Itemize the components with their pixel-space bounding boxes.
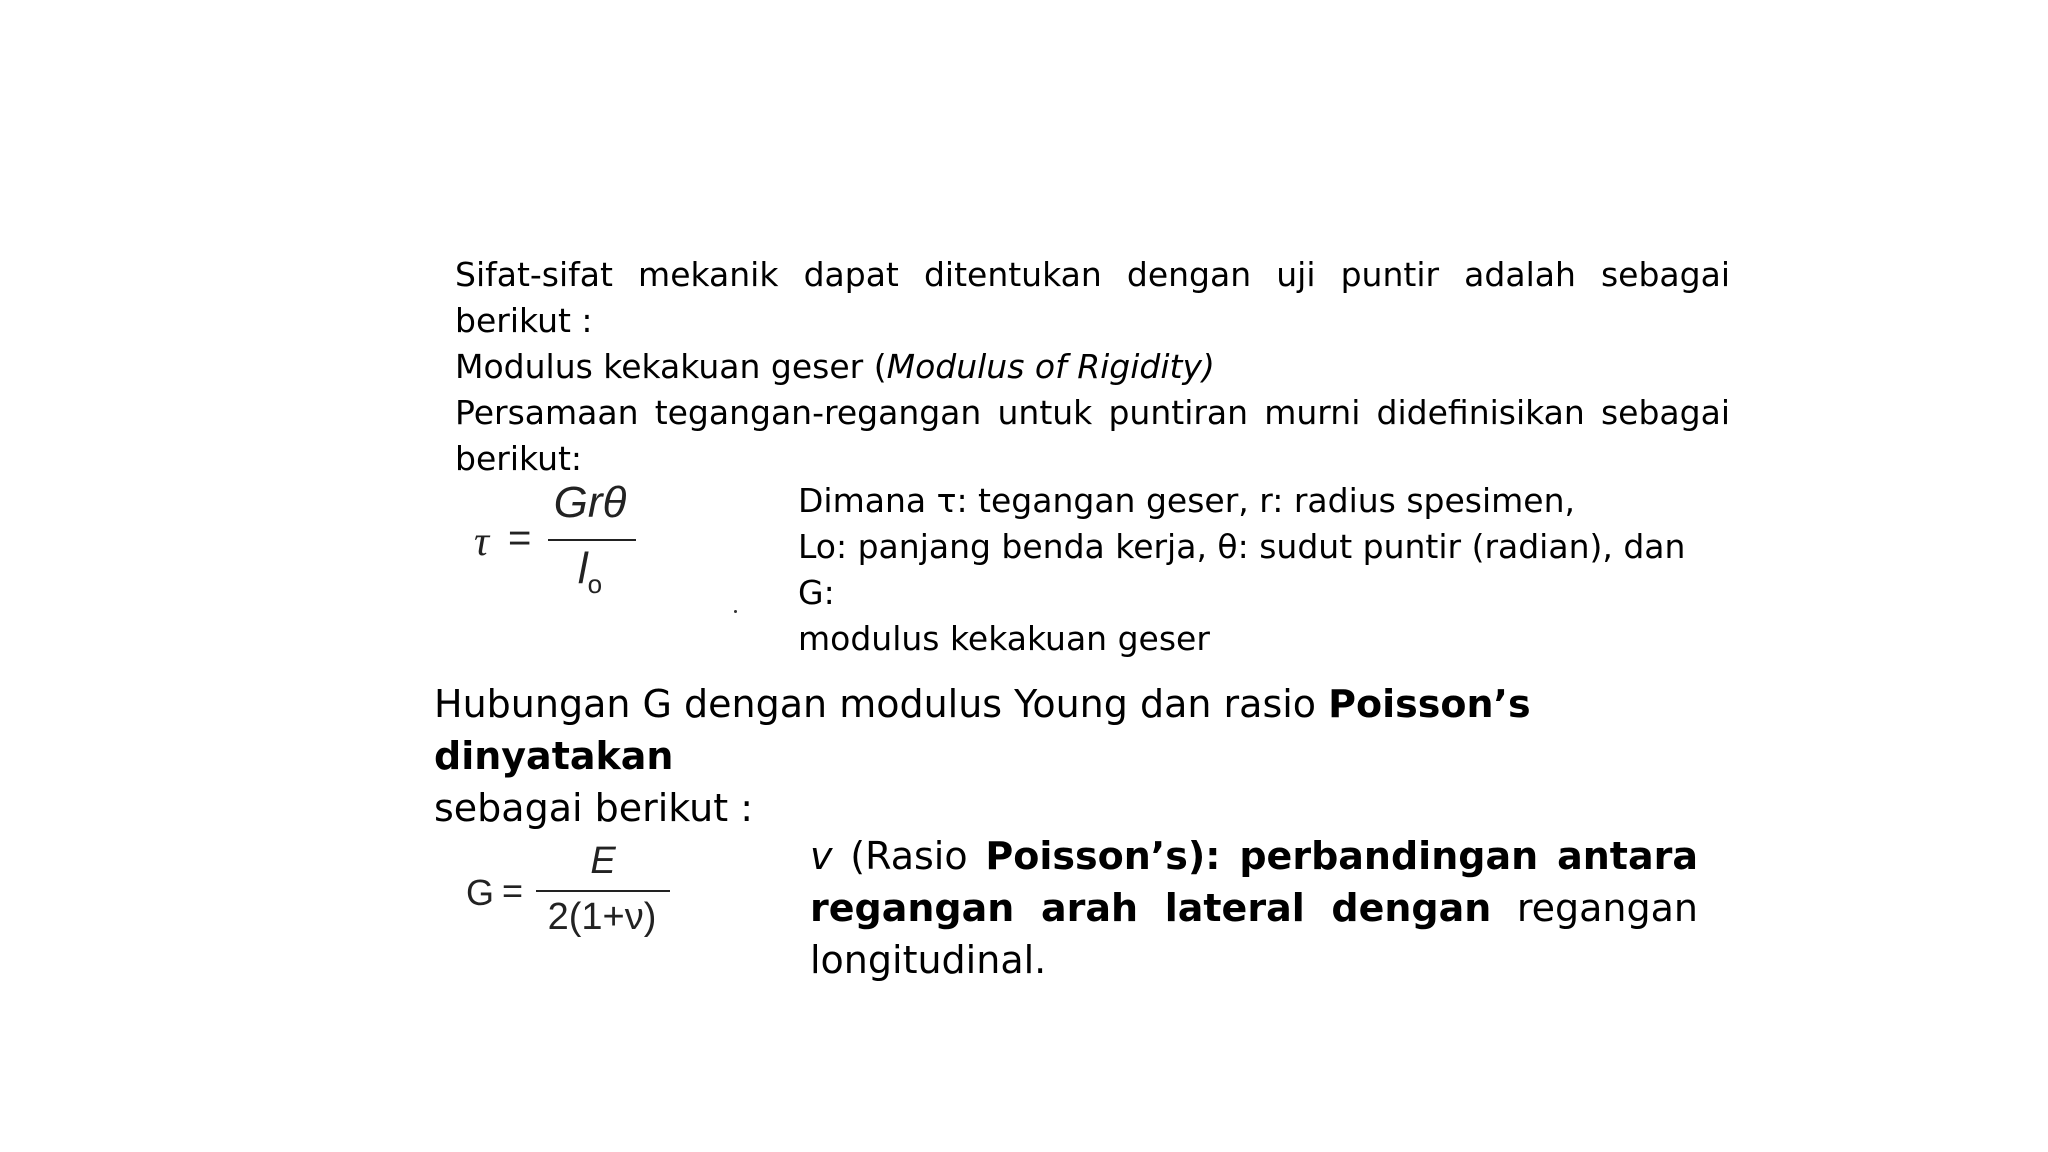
torsion-formula <box>470 478 670 608</box>
poisson-description-line-1 <box>810 830 1698 882</box>
relation-paragraph <box>434 678 1734 834</box>
intro-line-1: Sifat-sifat mekanik dapat ditentukan dengan uji puntir adalah sebagai berikut : <box>455 255 1730 340</box>
intro-line-2-prefix: Modulus kekakuan geser ( <box>455 347 887 386</box>
shear-modulus-formula <box>462 840 682 960</box>
relation-line-1-normal: Hubungan G dengan modulus Young dan rasio <box>434 682 1329 726</box>
poisson-description-line-3: longitudinal. <box>810 938 1047 982</box>
shear-formula-equals: = <box>502 870 524 911</box>
intro-line-3: Persamaan tegangan-regangan untuk puntiran murni didefinisikan sebagai <box>455 393 1730 432</box>
poisson-symbol: v <box>810 834 833 878</box>
poisson-normal-part-2: regangan <box>1491 886 1698 930</box>
torsion-formula-denominator-sub: o <box>587 568 603 599</box>
torsion-formula-fraction-bar <box>548 539 636 541</box>
poisson-bold-part-1: Poisson’s): perbandingan antara <box>985 834 1698 878</box>
relation-line-1 <box>434 678 1734 782</box>
intro-paragraph <box>455 252 1730 482</box>
poisson-paren-open: (Rasio <box>832 834 986 878</box>
torsion-formula-denominator-base: l <box>577 544 588 593</box>
torsion-description <box>798 478 1708 662</box>
torsion-description-line-2: Lo: panjang benda kerja, θ: sudut puntir (radian), dan G: <box>798 527 1686 612</box>
relation-line-2: sebagai berikut : <box>434 786 754 830</box>
shear-formula-numerator: E <box>590 840 616 882</box>
poisson-description-line-2 <box>810 882 1698 934</box>
torsion-formula-equals: = <box>508 516 532 560</box>
torsion-description-line-1: Dimana τ: tegangan geser, r: radius spesimen, <box>798 481 1575 520</box>
stray-dot <box>734 610 737 613</box>
relation-line-1-bold: Poisson’s dinyatakan <box>434 682 1531 778</box>
poisson-description <box>810 830 1698 986</box>
poisson-bold-part-2: regangan arah lateral dengan <box>810 886 1492 930</box>
torsion-formula-lhs: τ <box>474 519 490 565</box>
torsion-formula-numerator: Grθ <box>553 478 627 527</box>
intro-line-2 <box>455 344 1730 390</box>
torsion-description-line-3: modulus kekakuan geser <box>798 619 1210 658</box>
shear-formula-denominator: 2(1+ν) <box>547 896 657 938</box>
shear-formula-fraction-bar <box>536 890 670 892</box>
intro-line-4: berikut: <box>455 439 583 478</box>
torsion-formula-denominator <box>544 544 636 600</box>
shear-formula-lhs: G <box>466 872 495 913</box>
intro-line-2-italic: Modulus of Rigidity) <box>886 347 1215 386</box>
